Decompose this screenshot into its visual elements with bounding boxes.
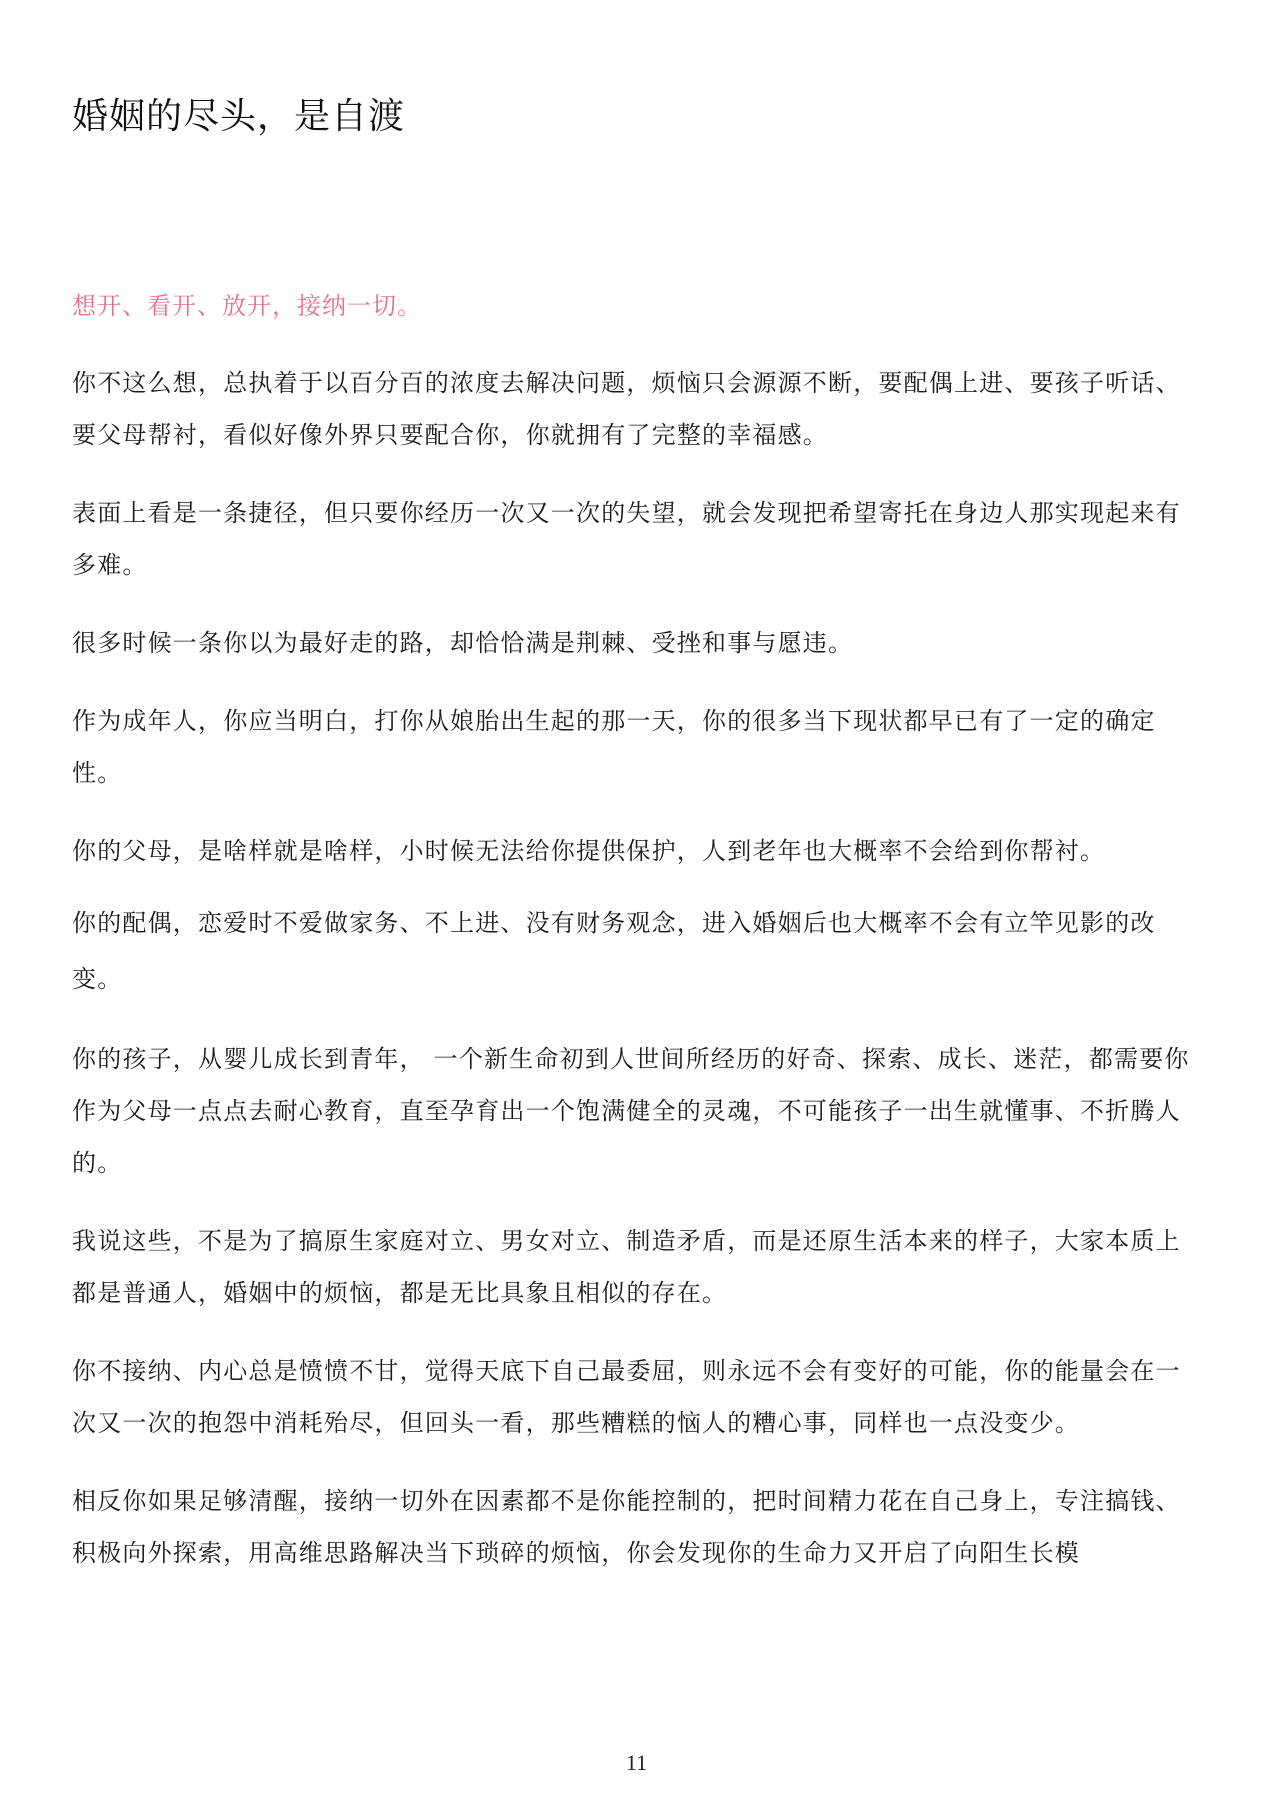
page-title: 婚姻的尽头，是自渡	[72, 96, 406, 137]
paragraph: 你不这么想，总执着于以百分百的浓度去解决问题，烦恼只会源源不断，要配偶上进、要孩子听话、要父母帮衬，看似好像外界只要配合你，你就拥有了完整的幸福感。	[72, 369, 1181, 449]
paragraph: 你的配偶，恋爱时不爱做家务、不上进、没有财务观念，进入婚姻后也大概率不会有立竿见影的改变。	[72, 909, 1156, 993]
paragraph: 我说这些，不是为了搞原生家庭对立、男女对立、制造矛盾，而是还原生活本来的样子，大家本质上都是普通人，婚姻中的烦恼，都是无比具象且相似的存在。	[72, 1227, 1181, 1307]
paragraph: 相反你如果足够清醒，接纳一切外在因素都不是你能控制的，把时间精力花在自己身上，专注搞钱、积极向外探索，用高维思路解决当下琐碎的烦恼，你会发现你的生命力又开启了向阳生长模	[72, 1487, 1181, 1567]
paragraph: 你不接纳、内心总是愤愤不甘，觉得天底下自己最委屈，则永远不会有变好的可能，你的能量会在一次又一次的抱怨中消耗殆尽，但回头一看，那些糟糕的恼人的糟心事，同样也一点没变少。	[72, 1357, 1181, 1437]
paragraph: 表面上看是一条捷径，但只要你经历一次又一次的失望，就会发现把希望寄托在身边人那实现起来有多难。	[72, 499, 1181, 579]
body-text	[72, 357, 1200, 1579]
paragraph: 你的父母，是啥样就是啥样，小时候无法给你提供保护，人到老年也大概率不会给到你帮衬。	[72, 837, 1106, 865]
page-number: 11	[625, 1750, 648, 1775]
paragraph: 作为成年人，你应当明白，打你从娘胎出生起的那一天，你的很多当下现状都早已有了一定的确定性。	[72, 707, 1156, 787]
paragraph: 很多时候一条你以为最好走的路，却恰恰满是荆棘、受挫和事与愿违。	[72, 629, 854, 657]
section-subtitle: 想开、看开、放开，接纳一切。	[72, 292, 422, 320]
paragraph: 你的孩子，从婴儿成长到青年， 一个新生命初到人世间所经历的好奇、探索、成长、迷茫，都需要你作为父母一点点去耐心教育，直至孕育出一个饱满健全的灵魂，不可能孩子一出生就懂事、不折腾人的。	[72, 1045, 1190, 1177]
